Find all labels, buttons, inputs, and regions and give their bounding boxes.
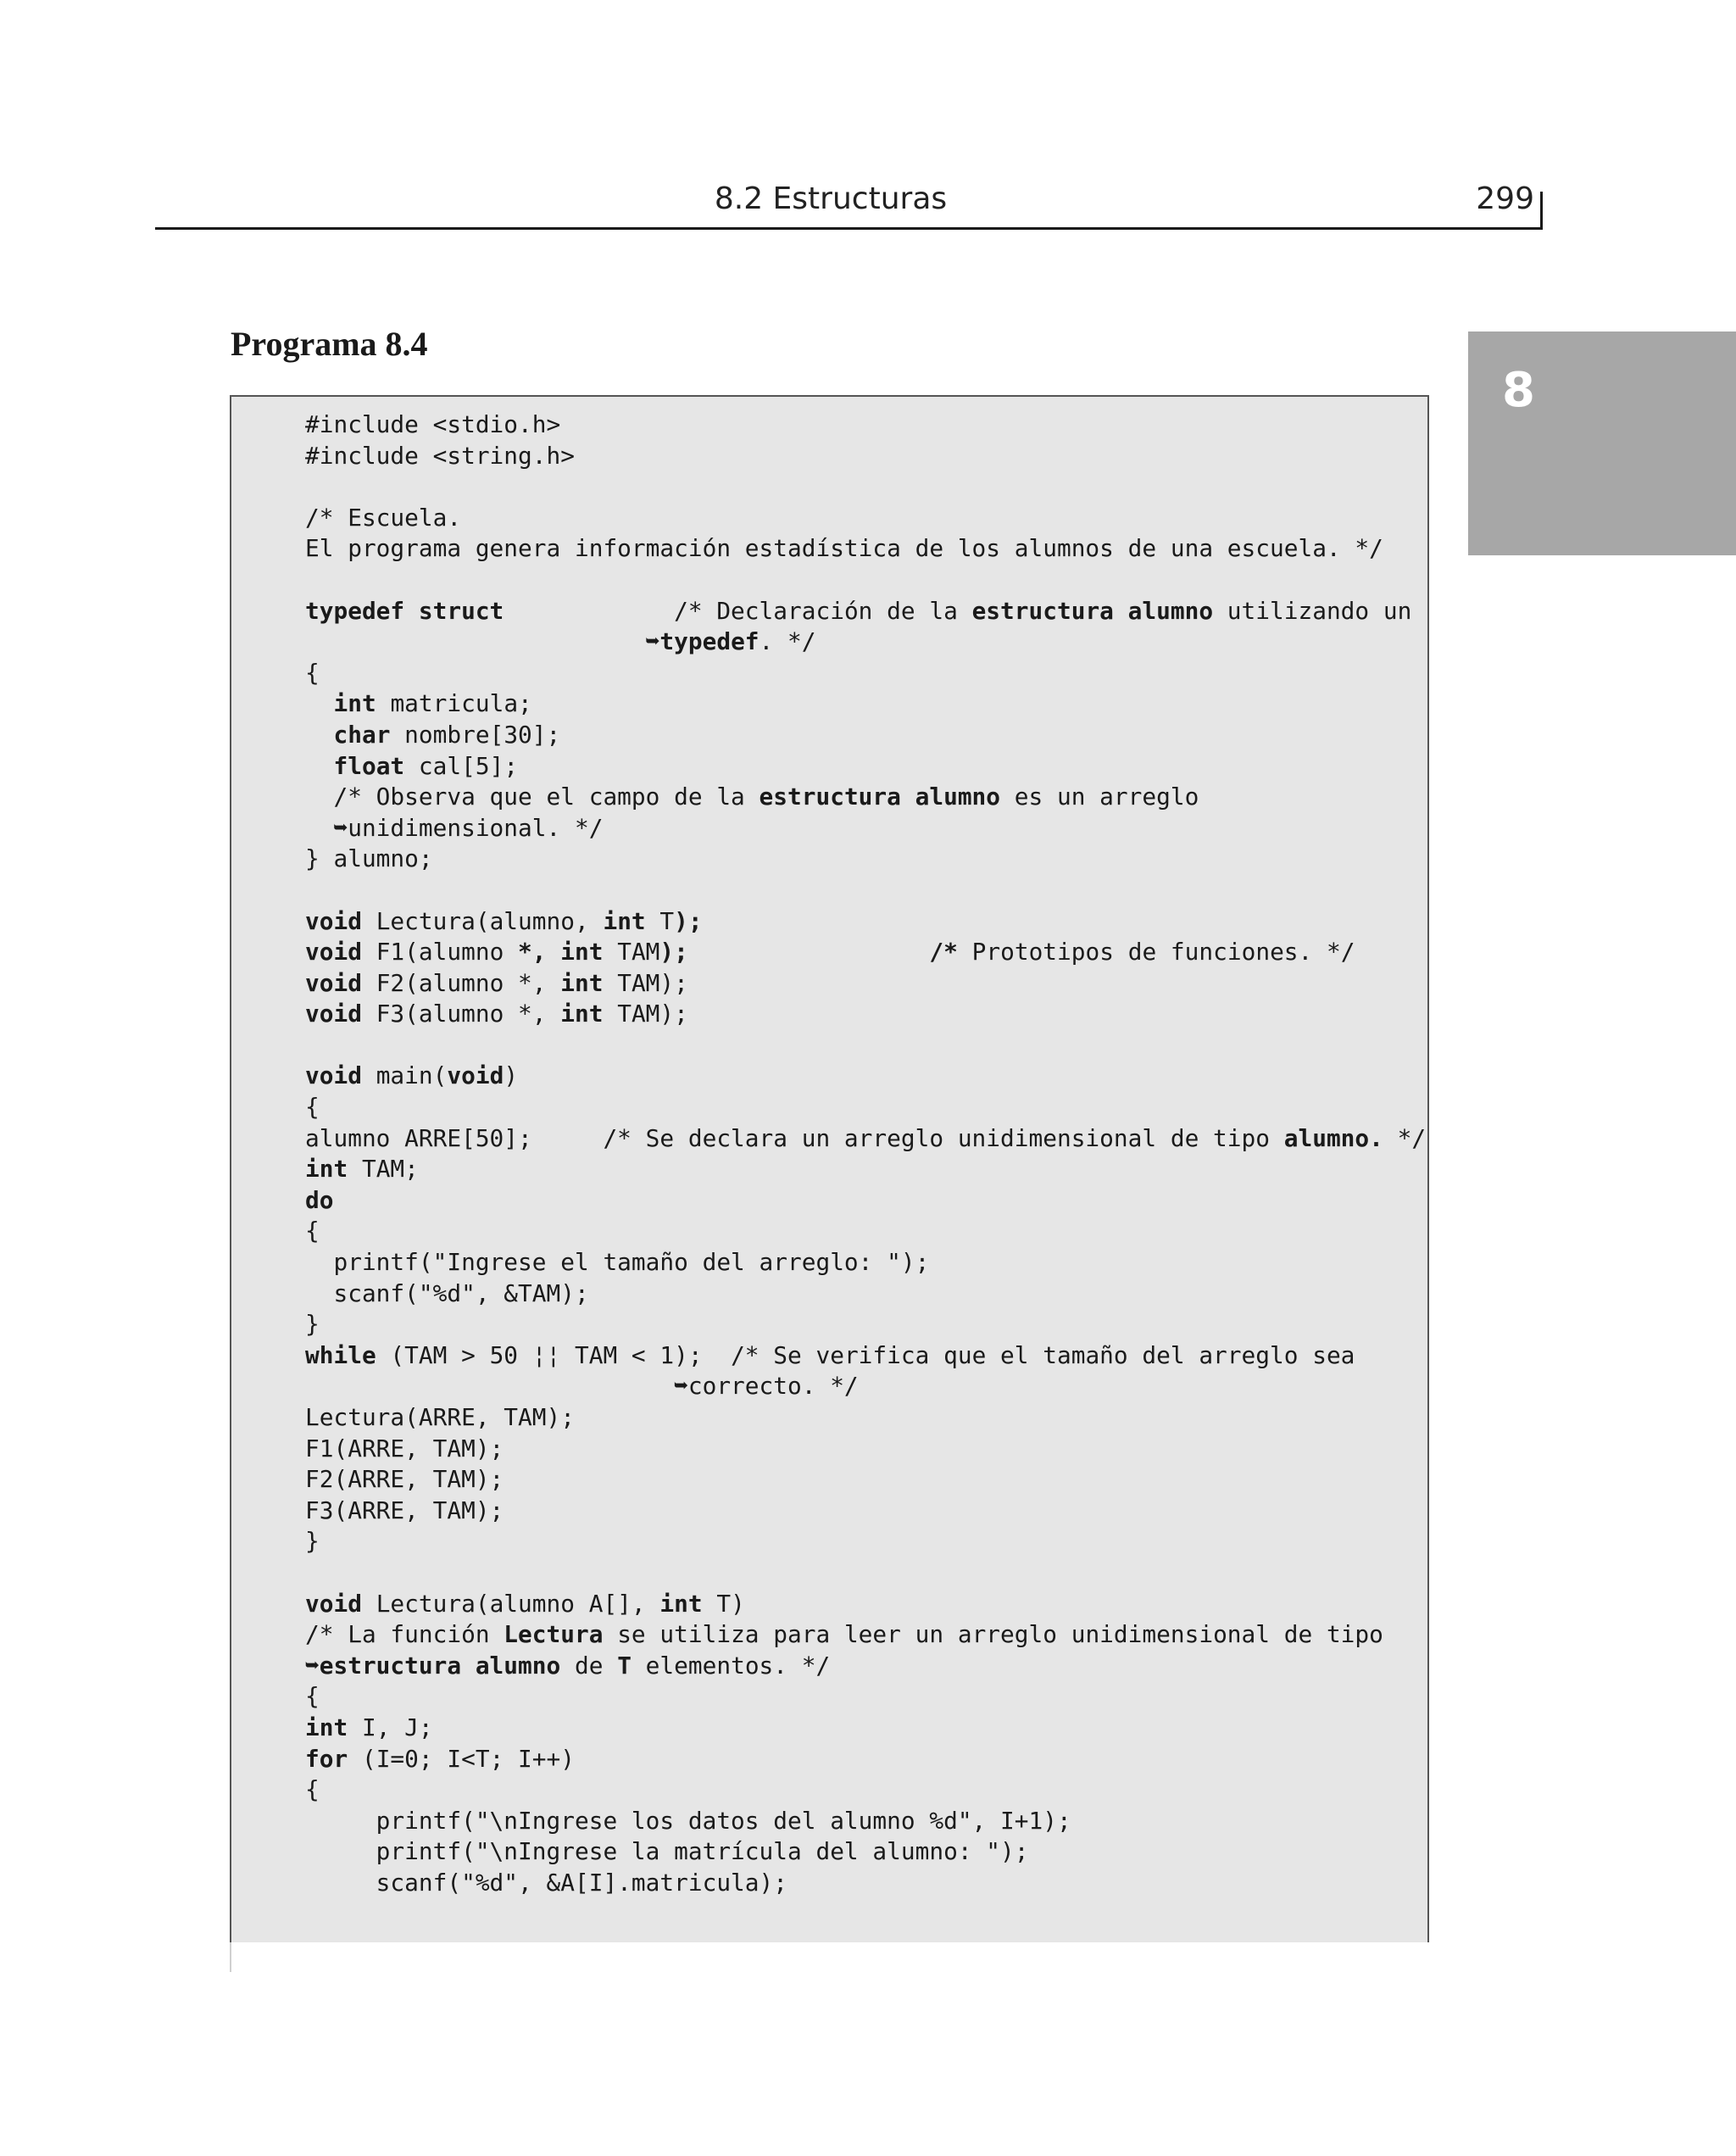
code-text: F1(alumno [361, 938, 519, 967]
code-text: } [305, 1310, 320, 1339]
code-line [305, 1123, 1426, 1155]
code-line [305, 1309, 1426, 1340]
code-listing [305, 409, 1426, 1899]
code-text: { [305, 1775, 320, 1804]
code-keyword: void [305, 906, 362, 935]
header-rule-tick [1540, 192, 1543, 230]
code-line [305, 658, 1426, 689]
code-text: { [305, 1217, 320, 1245]
code-line [305, 1713, 1426, 1744]
code-line [305, 720, 1426, 751]
code-text: printf("\nIngrese los datos del alumno %d", I+1); [305, 1806, 1071, 1835]
code-line [305, 1806, 1426, 1837]
code-text: /* Escuela. [305, 503, 462, 532]
code-text: /* La función [305, 1620, 504, 1649]
code-text [305, 752, 333, 780]
code-keyword: alumno. [1283, 1123, 1383, 1152]
code-text: (I=0; I<T; I++) [348, 1744, 575, 1773]
code-text: F3(ARRE, TAM); [305, 1496, 504, 1524]
code-line [305, 1557, 1426, 1589]
code-text: T) [702, 1589, 745, 1618]
code-text: scanf("%d", &TAM); [305, 1279, 589, 1307]
code-line [305, 1371, 1426, 1402]
code-line [305, 409, 1426, 441]
code-text: TAM; [348, 1155, 419, 1184]
code-text: { [305, 658, 320, 687]
code-line [305, 1434, 1426, 1465]
code-text: ➥unidimensional. */ [305, 813, 604, 842]
code-text: F2(ARRE, TAM); [305, 1465, 504, 1494]
code-text: F3(alumno *, [361, 1000, 561, 1028]
chapter-tab [1468, 331, 1736, 555]
code-text: printf("\nIngrese la matrícula del alumno: "); [305, 1837, 1029, 1866]
code-text: Lectura(alumno A[], [361, 1589, 660, 1618]
code-line [305, 533, 1426, 565]
code-line [305, 782, 1426, 813]
code-text: Prototipos de funciones. */ [957, 938, 1355, 967]
code-keyword: int [305, 1713, 348, 1741]
code-line [305, 1061, 1426, 1092]
code-keyword: void [305, 938, 362, 967]
code-line [305, 503, 1426, 534]
code-keyword: ➥typedef [645, 627, 760, 656]
code-text: elementos. */ [631, 1651, 831, 1680]
code-text: #include <stdio.h> [305, 410, 561, 438]
code-text [305, 627, 646, 655]
code-box-continuation [230, 1942, 231, 1972]
code-listing-box [230, 395, 1429, 1942]
code-line [305, 1526, 1426, 1557]
code-keyword: void [305, 1000, 362, 1028]
code-text: El programa genera información estadística de los alumnos de una escuela. */ [305, 534, 1383, 563]
code-text: ➥correcto. */ [305, 1372, 859, 1401]
code-line [305, 751, 1426, 783]
code-text: de [560, 1651, 618, 1680]
code-text: } [305, 1527, 320, 1556]
code-keyword: int [560, 968, 604, 997]
code-keyword: estructura alumno [759, 783, 1001, 811]
program-heading: Programa 8.4 [231, 325, 428, 363]
code-line [305, 627, 1426, 658]
code-line [305, 968, 1426, 1000]
code-keyword: while [305, 1340, 376, 1369]
code-line [305, 999, 1426, 1030]
code-line [305, 1681, 1426, 1713]
code-line [305, 1402, 1426, 1434]
code-line [305, 688, 1426, 720]
code-line [305, 1589, 1426, 1620]
code-keyword: /* [929, 938, 958, 967]
code-text: ) [504, 1061, 519, 1090]
code-line [305, 1092, 1426, 1123]
code-text: TAM [603, 938, 660, 967]
code-line [305, 1030, 1426, 1061]
code-line [305, 1868, 1426, 1899]
code-keyword: Lectura [504, 1620, 604, 1649]
code-line [305, 596, 1426, 627]
code-text: . */ [759, 627, 816, 656]
code-line [305, 1279, 1426, 1310]
code-keyword: int [659, 1589, 703, 1618]
code-keyword: *, int [518, 938, 604, 967]
code-keyword: void [447, 1061, 504, 1090]
code-keyword: for [305, 1744, 348, 1773]
code-line [305, 844, 1426, 875]
code-text: printf("Ingrese el tamaño del arreglo: "); [305, 1248, 930, 1277]
code-line [305, 1154, 1426, 1185]
code-line [305, 875, 1426, 906]
code-text: /* Declaración de la [504, 596, 972, 625]
code-keyword: char [333, 720, 391, 749]
code-text: F1(ARRE, TAM); [305, 1434, 504, 1462]
header-rule [155, 227, 1543, 230]
code-text: nombre[30]; [390, 720, 561, 749]
code-text: alumno ARRE[50]; /* Se declara un arreglo unidimensional de tipo [305, 1123, 1284, 1152]
code-keyword: void [305, 1589, 362, 1618]
code-line [305, 1247, 1426, 1279]
code-text: } alumno; [305, 844, 433, 873]
code-keyword: void [305, 1061, 362, 1090]
code-text: */ [1383, 1123, 1427, 1152]
code-text: TAM); [603, 968, 688, 997]
code-text [688, 938, 930, 966]
code-keyword: typedef struct [305, 596, 504, 625]
code-keyword: int [560, 1000, 604, 1028]
code-line [305, 1216, 1426, 1247]
code-line [305, 1185, 1426, 1217]
code-text: es un arreglo [1000, 783, 1199, 811]
code-text: /* Observa que el campo de la [305, 783, 760, 811]
code-text: se utiliza para leer un arreglo unidimensional de tipo [603, 1620, 1383, 1649]
code-text: F2(alumno *, [361, 968, 561, 997]
page-number: 299 [1476, 181, 1534, 216]
code-text: TAM); [603, 1000, 688, 1028]
code-text: scanf("%d", &A[I].matricula); [305, 1868, 787, 1897]
code-line [305, 1836, 1426, 1868]
code-line [305, 1774, 1426, 1806]
code-line [305, 1496, 1426, 1527]
code-line [305, 1744, 1426, 1775]
code-keyword: T [617, 1651, 632, 1680]
code-keyword: do [305, 1185, 334, 1214]
code-text: (TAM > 50 ¦¦ TAM < 1); /* Se verifica que el tamaño del arreglo sea [376, 1340, 1355, 1369]
code-text: main( [361, 1061, 448, 1090]
code-text: { [305, 1093, 320, 1122]
code-line [305, 441, 1426, 472]
code-text: utilizando un [1213, 596, 1412, 625]
code-text [305, 689, 333, 717]
code-text: #include <string.h> [305, 441, 575, 470]
code-line [305, 937, 1426, 968]
code-text: T [645, 906, 675, 935]
code-text: Lectura(ARRE, TAM); [305, 1403, 575, 1431]
code-line [305, 1340, 1426, 1372]
code-keyword: ➥estructura alumno [305, 1651, 561, 1680]
code-text: { [305, 1682, 320, 1711]
code-keyword: ); [674, 906, 703, 935]
code-keyword: void [305, 968, 362, 997]
code-text: Lectura(alumno, [361, 906, 604, 935]
code-line [305, 906, 1426, 938]
code-text: cal[5]; [404, 751, 519, 780]
code-keyword: int [305, 1155, 348, 1184]
code-line [305, 1619, 1426, 1651]
code-keyword: float [333, 751, 405, 780]
code-line [305, 813, 1426, 844]
code-keyword: ); [659, 938, 688, 967]
code-keyword: int [603, 906, 646, 935]
code-line [305, 1464, 1426, 1496]
code-keyword: estructura alumno [971, 596, 1214, 625]
code-line [305, 565, 1426, 596]
code-text: I, J; [348, 1713, 433, 1741]
code-line [305, 1651, 1426, 1682]
code-line [305, 471, 1426, 503]
chapter-tab-number: 8 [1502, 363, 1535, 418]
code-text: matricula; [376, 689, 532, 718]
code-text [305, 721, 333, 749]
code-keyword: int [333, 689, 376, 718]
running-title: 8.2 Estructuras [714, 181, 948, 216]
